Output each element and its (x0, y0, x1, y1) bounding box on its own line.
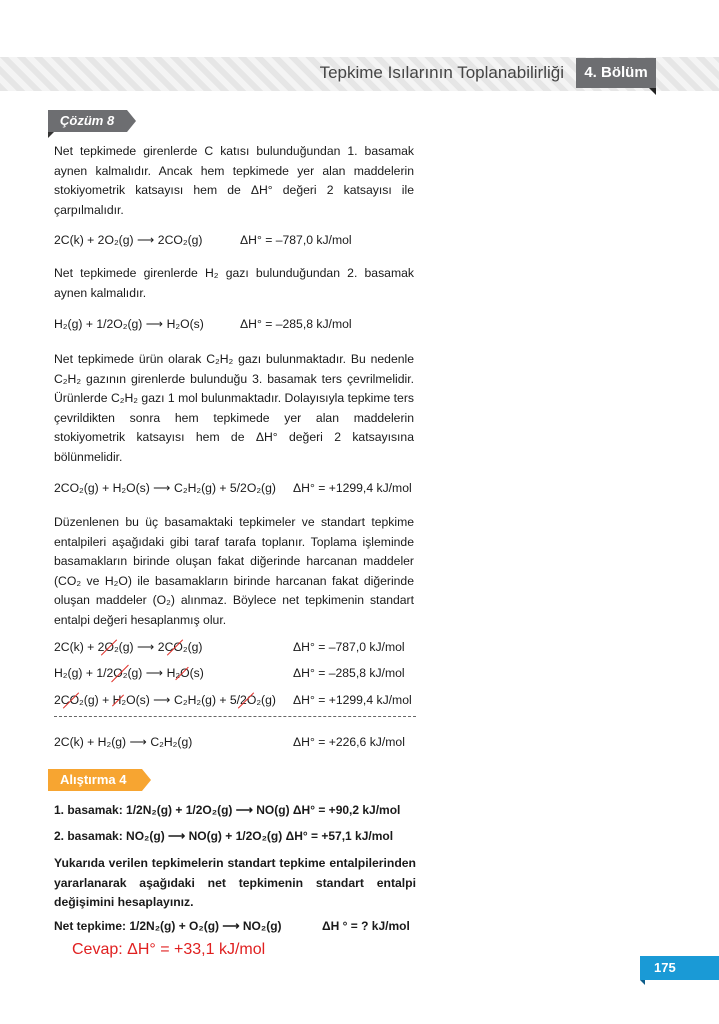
sum-equation-3: 2CO₂(g) + H₂O(s) ⟶ C₂H₂(g) + 5/2O₂(g) (54, 693, 276, 707)
exercise-net-enthalpy: ΔH ° = ? kJ/mol (322, 919, 410, 933)
sum-equation-2: H₂(g) + 1/2O₂(g) ⟶ H₂O(s) (54, 666, 204, 680)
equation-3: 2CO₂(g) + H₂O(s) ⟶ C₂H₂(g) + 5/2O₂(g) (54, 481, 276, 495)
exercise-net-reaction: Net tepkime: 1/2N₂(g) + O₂(g) ⟶ NO₂(g) (54, 919, 282, 933)
exercise-tag: Alıştırma 4 (48, 769, 142, 791)
chapter-badge: 4. Bölüm (576, 58, 656, 88)
equation-2: H₂(g) + 1/2O₂(g) ⟶ H₂O(s) (54, 317, 204, 331)
equation-2-enthalpy: ΔH° = –285,8 kJ/mol (240, 317, 352, 331)
exercise-step-2: 2. basamak: NO₂(g) ⟶ NO(g) + 1/2O₂(g) ΔH° = +57,1 kJ/mol (54, 829, 394, 843)
net-equation: 2C(k) + H₂(g) ⟶ C₂H₂(g) (54, 735, 193, 749)
sum-equation-1: 2C(k) + 2O₂(g) ⟶ 2CO₂(g) (54, 640, 203, 654)
page-number: 175 (640, 956, 719, 980)
sum-divider (54, 716, 416, 717)
paragraph-4: Düzenlenen bu üç basamaktaki tepkimeler ve standart tepkime entalpileri aşağıdaki gibi taraf tarafa toplanır. Toplama işleminde basamakların birinde oluşan fakat diğerinde harcanan maddeler (CO₂ ve H₂O) ile basamakların birinde harcanan fakat diğerinde oluşan maddeler (O₂) alınmaz. Böylece net tepkimenin standart entalpi değeri hesaplanmış olur. (54, 515, 414, 627)
sum-equation-1-enthalpy: ΔH° = –787,0 kJ/mol (293, 640, 405, 654)
sum-equation-2-enthalpy: ΔH° = –285,8 kJ/mol (293, 666, 405, 680)
handwritten-answer: Cevap: ΔH° = +33,1 kJ/mol (72, 941, 266, 958)
paragraph-2: Net tepkimede girenlerde H₂ gazı bulunduğundan 2. basamak aynen kalmalıdır. (54, 266, 414, 300)
header-title: Tepkime Isılarının Toplanabilirliği (319, 63, 564, 82)
equation-1: 2C(k) + 2O₂(g) ⟶ 2CO₂(g) (54, 233, 203, 247)
equation-3-enthalpy: ΔH° = +1299,4 kJ/mol (293, 481, 412, 495)
exercise-question: Yukarıda verilen tepkimelerin standart tepkime entalpilerinden yararlanarak aşağıdaki net tepkimenin standart entalpi değişimini hesaplayınız. (54, 856, 416, 909)
paragraph-3: Net tepkimede ürün olarak C₂H₂ gazı bulunmaktadır. Bu nedenle C₂H₂ gazının girenlerde bulunduğu 3. basamak ters çevrilmelidir. Ürünlerde C₂H₂ gazı 1 mol bulunmaktadır. Dolayısıyla tepkime ters çevrildikten sonra hem tepkimede yer alan maddelerin stokiyometrik katsayısı hem de ΔH° değeri 2 katsayısına bölünmelidir. (54, 352, 414, 464)
exercise-step-1: 1. basamak: 1/2N₂(g) + 1/2O₂(g) ⟶ NO(g) ΔH° = +90,2 kJ/mol (54, 803, 401, 817)
sum-equation-3-enthalpy: ΔH° = +1299,4 kJ/mol (293, 693, 412, 707)
equation-1-enthalpy: ΔH° = –787,0 kJ/mol (240, 233, 352, 247)
paragraph-1: Net tepkimede girenlerde C katısı bulunduğundan 1. basamak aynen kalmalıdır. Ancak hem tepkimede yer alan maddelerin stokiyometrik katsayısı hem de ΔH° değeri 2 katsayısı ile çarpılmalıdır. (54, 144, 414, 217)
solution-tag: Çözüm 8 (48, 110, 127, 132)
net-equation-enthalpy: ΔH° = +226,6 kJ/mol (293, 735, 405, 749)
